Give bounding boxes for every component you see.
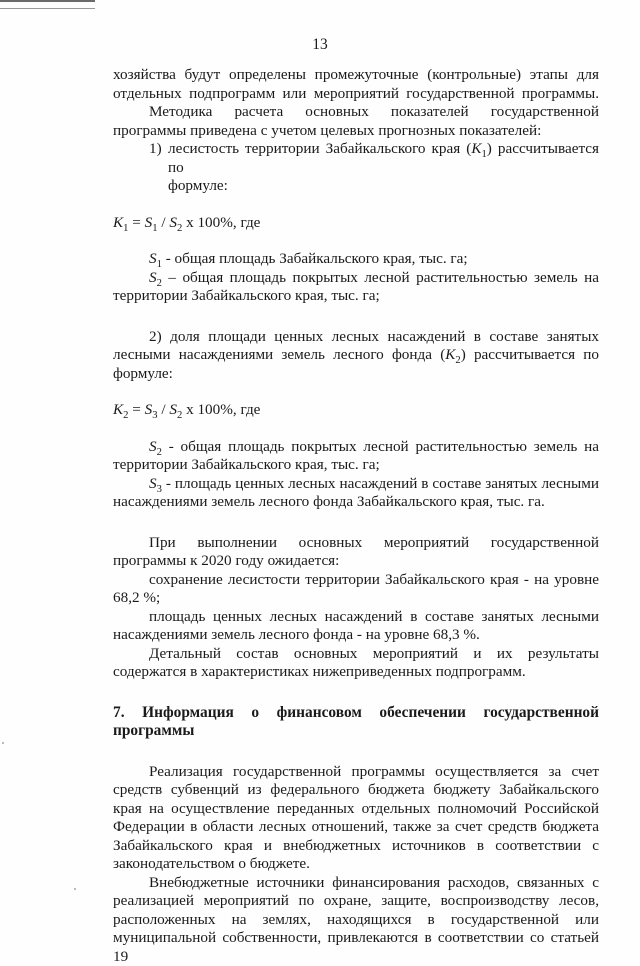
list-item-1-number: 1) bbox=[149, 140, 168, 177]
paragraph-intro-1: хозяйства будут определены промежуточные (контрольные) этапы для отдельных подпрограмм или мероприятий государственной программы. bbox=[113, 66, 599, 103]
document-body bbox=[113, 66, 599, 966]
paragraph-forest-cover: сохранение лесистости территории Забайкальского края - на уровне 68,2 %; bbox=[113, 571, 599, 608]
scan-speck bbox=[2, 742, 4, 744]
list-item-1 bbox=[113, 140, 599, 177]
page-number: 13 bbox=[0, 36, 640, 54]
list-item-1-continuation: формуле: bbox=[113, 177, 599, 196]
formula-k1: $K_1 = S_1 / S_2$ x 100%, где bbox=[113, 214, 599, 233]
paragraph-extrabudgetary: Внебюджетные источники финансирования расходов, связанных с реализацией мероприятий по охране, защите, воспроизводству лесов, расположенных на землях, находящихся в государственной или муниципальной собственности, привлекаются в соответствии со статьей 19 bbox=[113, 874, 599, 966]
list-item-2: 2) доля площади ценных лесных насаждений в составе занятых лесными насаждениями земель лесного фонда $(K_2)$ рассчитывается по формуле: bbox=[113, 328, 599, 384]
scan-edge-mark bbox=[0, 0, 95, 9]
paragraph-subprograms: Детальный состав основных мероприятий и их результаты содержатся в характеристиках нижеприведенных подпрограмм. bbox=[113, 645, 599, 682]
definition-s1: $S_1$ - общая площадь Забайкальского края, тыс. га; bbox=[113, 250, 599, 269]
definition-s2-repeat: $S_2$ - общая площадь покрытых лесной растительностью земель на территории Забайкальского края, тыс. га; bbox=[113, 438, 599, 475]
formula-k2: $K_2 = S_3 / S_2$ x 100%, где bbox=[113, 401, 599, 420]
list-item-1-text: лесистость территории Забайкальского края $(K_1)$ рассчитывается по bbox=[168, 140, 599, 177]
section-heading: 7. Информация о финансовом обеспечении государственной программы bbox=[113, 704, 599, 741]
paragraph-valuable-forests: площадь ценных лесных насаждений в составе занятых лесными насаждениями земель лесного фонда - на уровне 68,3 %. bbox=[113, 608, 599, 645]
definition-s2: $S_2$ – общая площадь покрытых лесной растительностью земель на территории Забайкальского края, тыс. га; bbox=[113, 269, 599, 306]
paragraph-funding: Реализация государственной программы осуществляется за счет средств субвенций из федерального бюджета бюджету Забайкальского края на осуществление переданных отдельных полномочий Российской Федерации в области лесных отношений, также за счет средств бюджета Забайкальского края и внебюджетных источников в соответствии с законодательством о бюджете. bbox=[113, 763, 599, 874]
paragraph-intro-2: Методика расчета основных показателей государственной программы приведена с учетом целевых прогнозных показателей: bbox=[113, 103, 599, 140]
scan-speck bbox=[74, 888, 76, 890]
paragraph-expectations: При выполнении основных мероприятий государственной программы к 2020 году ожидается: bbox=[113, 534, 599, 571]
definition-s3: $S_3$ - площадь ценных лесных насаждений в составе занятых лесными насаждениями земель лесного фонда Забайкальского края, тыс. га. bbox=[113, 475, 599, 512]
